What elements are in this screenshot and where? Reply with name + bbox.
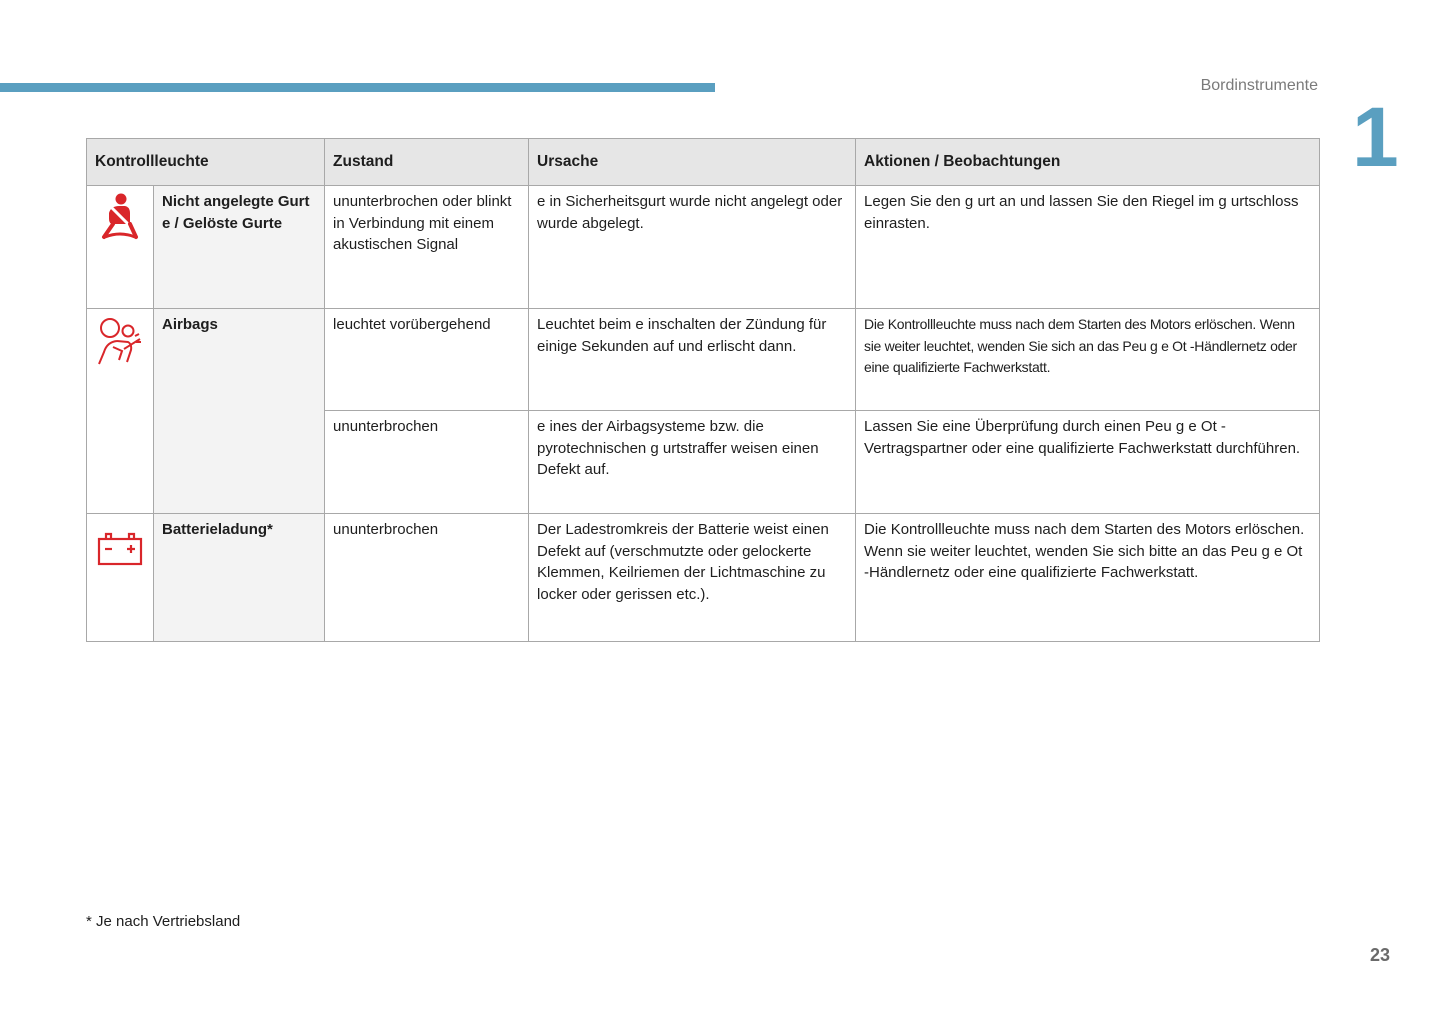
battery-warning-icon — [97, 532, 143, 566]
warning-lights-table — [86, 138, 1320, 642]
airbag-warning-icon — [95, 314, 149, 368]
warning-name: Nicht angelegte Gurt e / Gelöste Gurte — [154, 186, 325, 309]
zustand-cell: leuchtet vorübergehend — [325, 309, 529, 411]
page-number: 23 — [1369, 945, 1390, 965]
column-header-ursache: Ursache — [529, 139, 856, 186]
footnote: * Je nach Vertriebsland — [86, 913, 241, 930]
ursache-cell: e ines der Airbagsysteme bzw. die pyrotechnischen g urtstraffer weisen einen Defekt auf. — [529, 411, 856, 514]
chapter-number: 1 — [1352, 90, 1399, 184]
zustand-cell: ununterbrochen oder blinkt in Verbindung mit einem akustischen Signal — [325, 186, 529, 309]
table-row — [87, 309, 1320, 411]
section-title: Bordinstrumente — [1200, 77, 1318, 94]
column-header-zustand: Zustand — [325, 139, 529, 186]
table-header-row — [87, 139, 1320, 186]
table-row — [87, 514, 1320, 642]
aktionen-cell — [856, 514, 1320, 642]
icon-cell — [87, 514, 154, 642]
column-header-aktionen: Aktionen / Beobachtungen — [856, 139, 1320, 186]
aktionen-line: Die Kontrollleuchte muss nach dem Starten des Motors erlöschen. — [864, 521, 1305, 538]
warning-name: Airbags — [154, 309, 325, 514]
aktionen-cell: Lassen Sie eine Überprüfung durch einen Peu g e Ot -Vertragspartner oder eine qualifizierte Fachwerkstatt durchführen. — [856, 411, 1320, 514]
top-accent-bar — [0, 83, 715, 92]
icon-cell — [87, 186, 154, 309]
ursache-cell: e in Sicherheitsgurt wurde nicht angelegt oder wurde abgelegt. — [529, 186, 856, 309]
icon-cell — [87, 309, 154, 514]
column-header-kontrollleuchte: Kontrollleuchte — [87, 139, 325, 186]
warning-name: Batterieladung* — [154, 514, 325, 642]
zustand-cell: ununterbrochen — [325, 514, 529, 642]
zustand-cell: ununterbrochen — [325, 411, 529, 514]
ursache-cell: Leuchtet beim e inschalten der Zündung für einige Sekunden auf und erlischt dann. — [529, 309, 856, 411]
ursache-cell: Der Ladestromkreis der Batterie weist einen Defekt auf (verschmutzte oder gelockerte Klemmen, Keilriemen der Lichtmaschine zu locker oder gerissen etc.). — [529, 514, 856, 642]
table-row — [87, 186, 1320, 309]
aktionen-cell: Legen Sie den g urt an und lassen Sie den Riegel im g urtschloss einrasten. — [856, 186, 1320, 309]
aktionen-cell: Die Kontrollleuchte muss nach dem Starten des Motors erlöschen. Wenn sie weiter leuchtet, wenden Sie sich an das Peu g e Ot -Händlernetz oder eine qualifizierte Fachwerkstatt. — [856, 309, 1320, 411]
aktionen-line: Wenn sie weiter leuchtet, wenden Sie sich bitte an das Peu g e Ot -Händlernetz oder eine qualifizierte Fachwerkstatt. — [864, 542, 1303, 582]
seatbelt-warning-icon — [99, 191, 141, 243]
